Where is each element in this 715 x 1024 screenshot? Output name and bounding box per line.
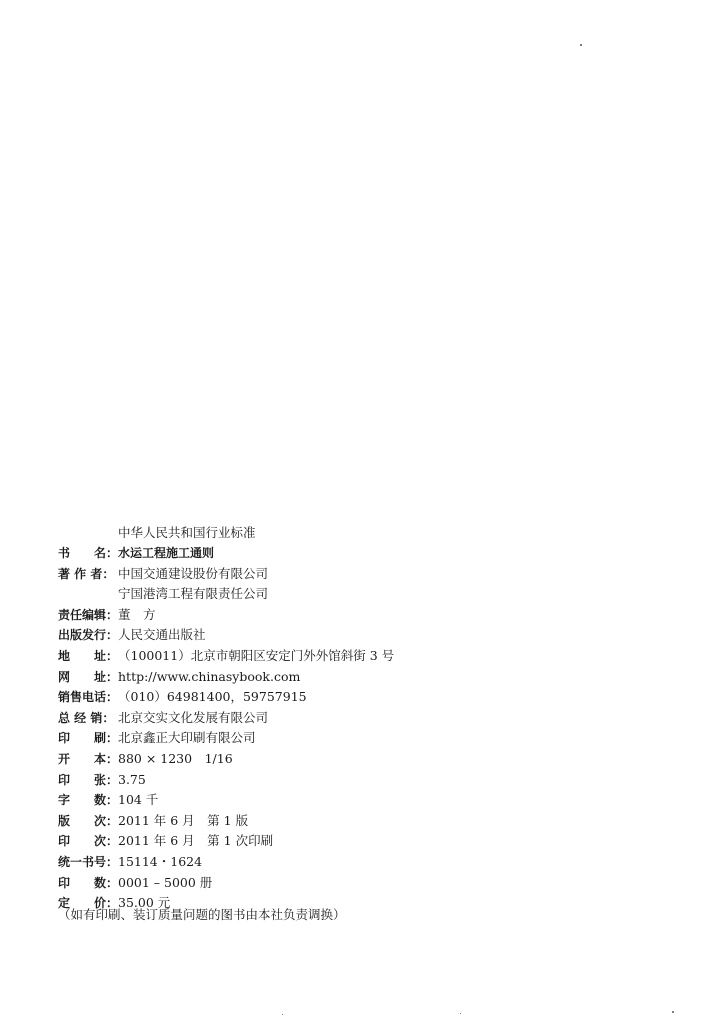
field-value: 人民交通出版社 [118, 627, 206, 643]
standard-series-title: 中华人民共和国行业标准 [118, 525, 256, 540]
field-value: http://www.chinasybook.com [118, 668, 301, 684]
field-label: 定 价： [58, 896, 119, 911]
field-label: 开 本： [58, 751, 119, 766]
field-value: 35.00 元 [118, 895, 171, 911]
field-value: 水运工程施工通则 [118, 546, 215, 560]
field-label: 责任编辑： [58, 607, 119, 622]
field-label: 著 作 者： [58, 566, 115, 581]
field-value: 北京鑫正大印刷有限公司 [118, 730, 256, 746]
field-value: 3.75 [118, 771, 146, 787]
field-label: 出版发行： [58, 628, 119, 643]
field-value: 104 千 [118, 792, 159, 808]
field-label: 总 经 销： [58, 710, 115, 725]
field-value: 董 方 [118, 606, 156, 622]
field-value: 2011 年 6 月 第 1 次印刷 [118, 833, 274, 849]
field-label: 统一书号： [58, 854, 119, 869]
scan-speck [580, 44, 582, 46]
field-value: 15114・1624 [118, 853, 203, 869]
field-value: 北京交实文化发展有限公司 [118, 709, 269, 725]
scan-speck [282, 1014, 283, 1015]
field-label: 地 址： [58, 648, 119, 663]
field-value: 中国交通建设股份有限公司 [118, 565, 269, 581]
field-label: 版 次： [58, 813, 119, 828]
field-value: 2011 年 6 月 第 1 版 [118, 812, 249, 828]
scan-speck [460, 1013, 461, 1014]
field-label: 印 数： [58, 875, 119, 890]
field-value: 0001 – 5000 册 [118, 874, 213, 890]
field-label: 印 刷： [58, 731, 119, 746]
field-label: 销售电话： [58, 690, 119, 705]
field-label: 书 名： [58, 546, 119, 560]
field-label: 网 址： [58, 669, 119, 684]
field-label: 印 次： [58, 834, 119, 849]
field-label: 印 张： [58, 772, 119, 787]
field-value: 880 × 1230 1/16 [118, 750, 233, 766]
field-value: （100011）北京市朝阳区安定门外外馆斜街 3 号 [118, 647, 395, 663]
quality-notice: （如有印刷、装订质量问题的图书由本社负责调换） [58, 907, 346, 922]
field-value: （010）64981400，59757915 [118, 689, 307, 705]
field-label: 字 数： [58, 793, 119, 808]
field-value: 宁国港湾工程有限责任公司 [118, 586, 269, 602]
scan-speck [672, 1011, 674, 1013]
